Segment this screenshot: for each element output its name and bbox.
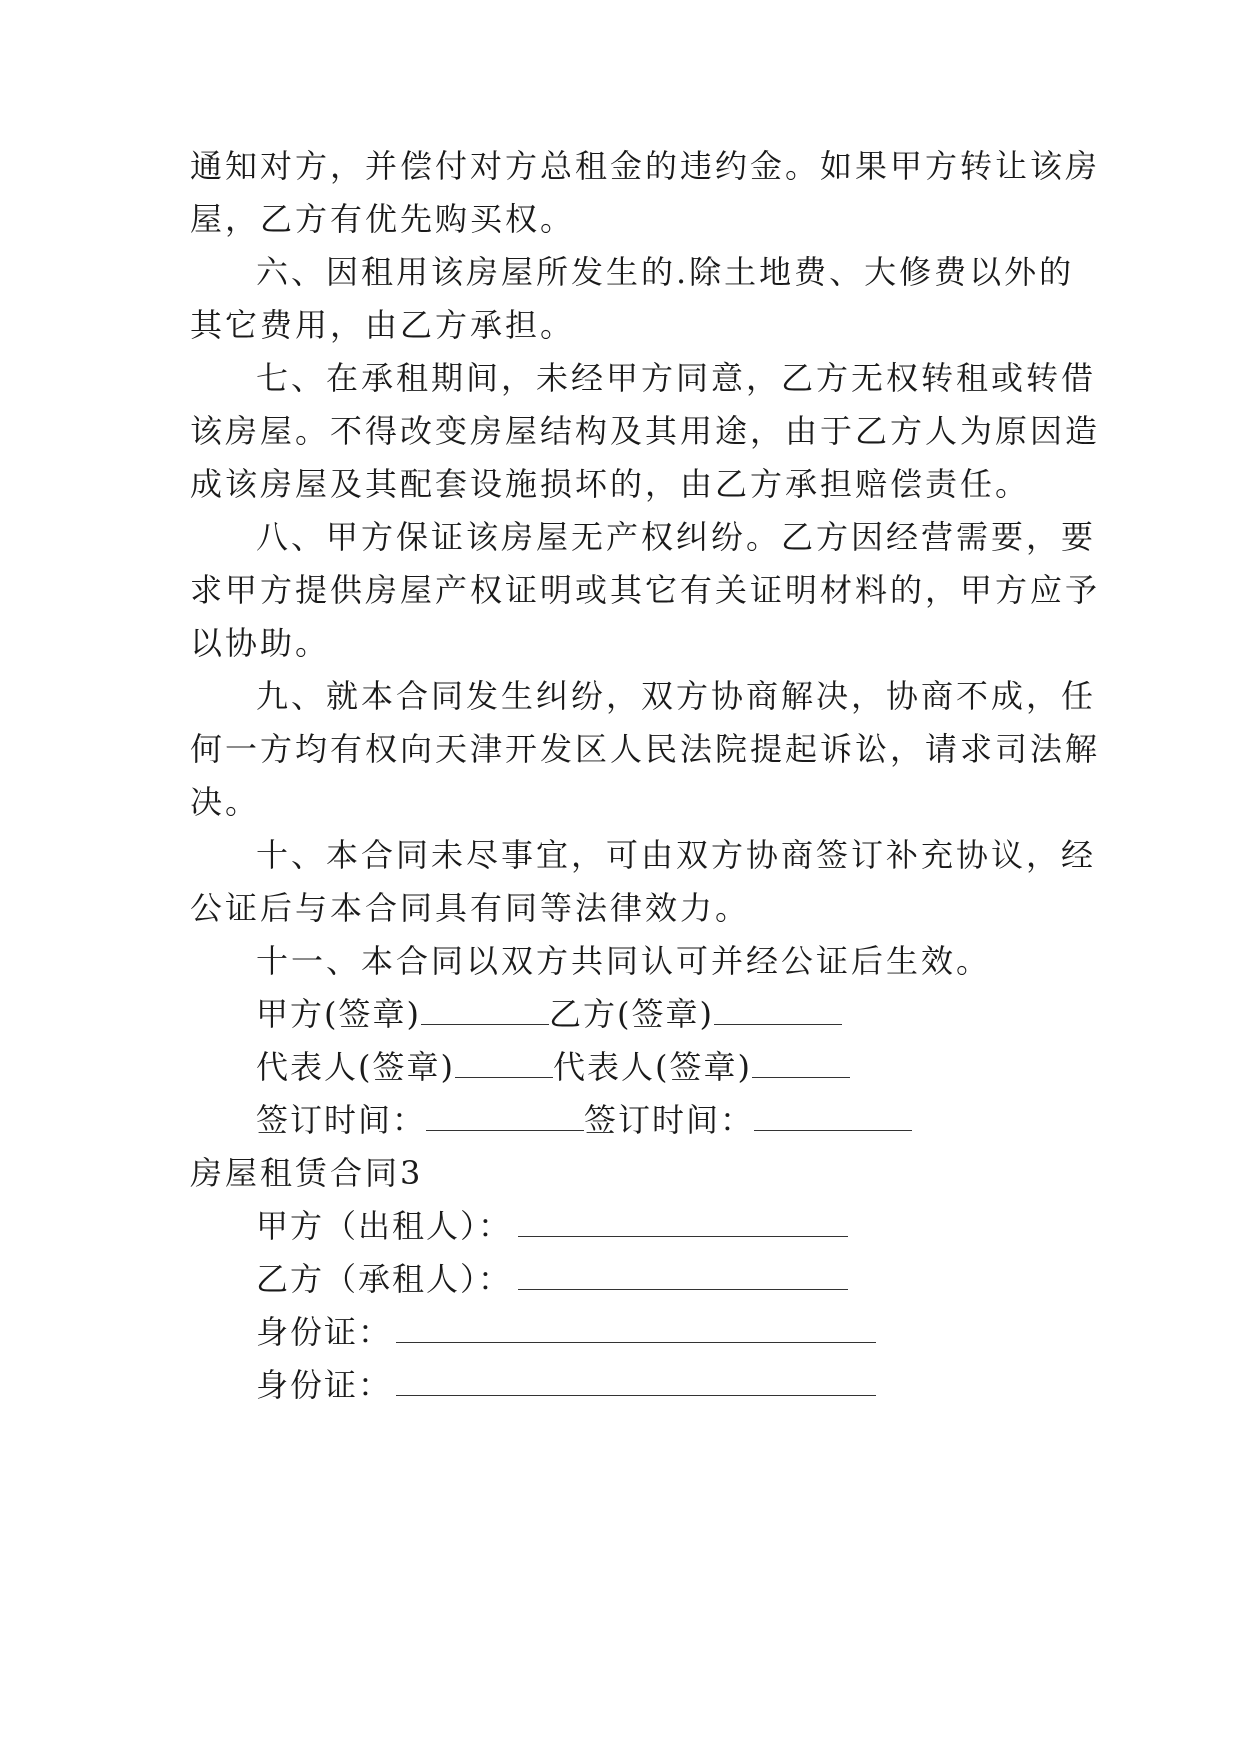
paragraph-line: 其它费用，由乙方承担。 (190, 306, 576, 344)
id-label-2: 身份证： (256, 1366, 393, 1404)
id-label-1: 身份证： (256, 1313, 393, 1351)
rep-b-sign-blank[interactable] (752, 1047, 850, 1078)
lessor-field-row (256, 1206, 848, 1246)
lessee-label: 乙方（承租人）： (256, 1260, 513, 1298)
clause-six: 六、因租用该房屋所发生的.除土地费、大修费以外的 (256, 253, 1075, 291)
party-b-sign-label: 乙方(签章) (548, 995, 714, 1033)
signature-row-representatives (256, 1047, 850, 1087)
lessor-label: 甲方（出租人）： (256, 1207, 513, 1245)
clause-eight: 八、甲方保证该房屋无产权纠纷。乙方因经营需要，要 (256, 518, 1097, 556)
clause-nine: 九、就本合同发生纠纷，双方协商解决，协商不成，任 (256, 677, 1097, 715)
paragraph-line: 公证后与本合同具有同等法律效力。 (190, 889, 751, 927)
signature-row-parties (256, 994, 842, 1034)
lessee-blank[interactable] (518, 1259, 848, 1290)
id-blank-1[interactable] (396, 1312, 876, 1343)
paragraph-line: 求甲方提供房屋产权证明或其它有关证明材料的，甲方应予 (190, 571, 1101, 609)
lessor-blank[interactable] (518, 1206, 848, 1237)
paragraph-line: 决。 (190, 783, 261, 821)
party-a-sign-blank[interactable] (421, 994, 549, 1025)
rep-a-sign-label: 代表人(签章) (256, 1048, 455, 1086)
party-b-sign-blank[interactable] (714, 994, 842, 1025)
date-a-blank[interactable] (426, 1100, 584, 1131)
lessee-field-row (256, 1259, 848, 1299)
paragraph-line: 成该房屋及其配套设施损坏的，由乙方承担赔偿责任。 (190, 465, 1031, 503)
id-field-row-2 (256, 1365, 876, 1405)
date-b-blank[interactable] (754, 1100, 912, 1131)
paragraph-line: 以协助。 (190, 624, 331, 662)
paragraph-line: 该房屋。不得改变房屋结构及其用途，由于乙方人为原因造 (190, 412, 1101, 450)
signature-row-dates (256, 1100, 912, 1140)
rep-b-sign-label: 代表人(签章) (552, 1048, 752, 1086)
paragraph-line: 屋，乙方有优先购买权。 (190, 200, 576, 238)
paragraph-line: 通知对方，并偿付对方总租金的违约金。如果甲方转让该房 (190, 147, 1101, 185)
id-blank-2[interactable] (396, 1365, 876, 1396)
section-title: 房屋租赁合同3 (190, 1154, 424, 1192)
clause-seven: 七、在承租期间，未经甲方同意，乙方无权转租或转借 (256, 359, 1097, 397)
rep-a-sign-blank[interactable] (455, 1047, 553, 1078)
id-field-row-1 (256, 1312, 876, 1352)
paragraph-line: 何一方均有权向天津开发区人民法院提起诉讼，请求司法解 (190, 730, 1101, 768)
date-b-label: 签订时间： (584, 1101, 755, 1139)
party-a-sign-label: 甲方(签章) (256, 995, 421, 1033)
clause-eleven: 十一、本合同以双方共同认可并经公证后生效。 (256, 942, 992, 980)
clause-ten: 十、本合同未尽事宜，可由双方协商签订补充协议，经 (256, 836, 1097, 874)
date-a-label: 签订时间： (256, 1101, 427, 1139)
